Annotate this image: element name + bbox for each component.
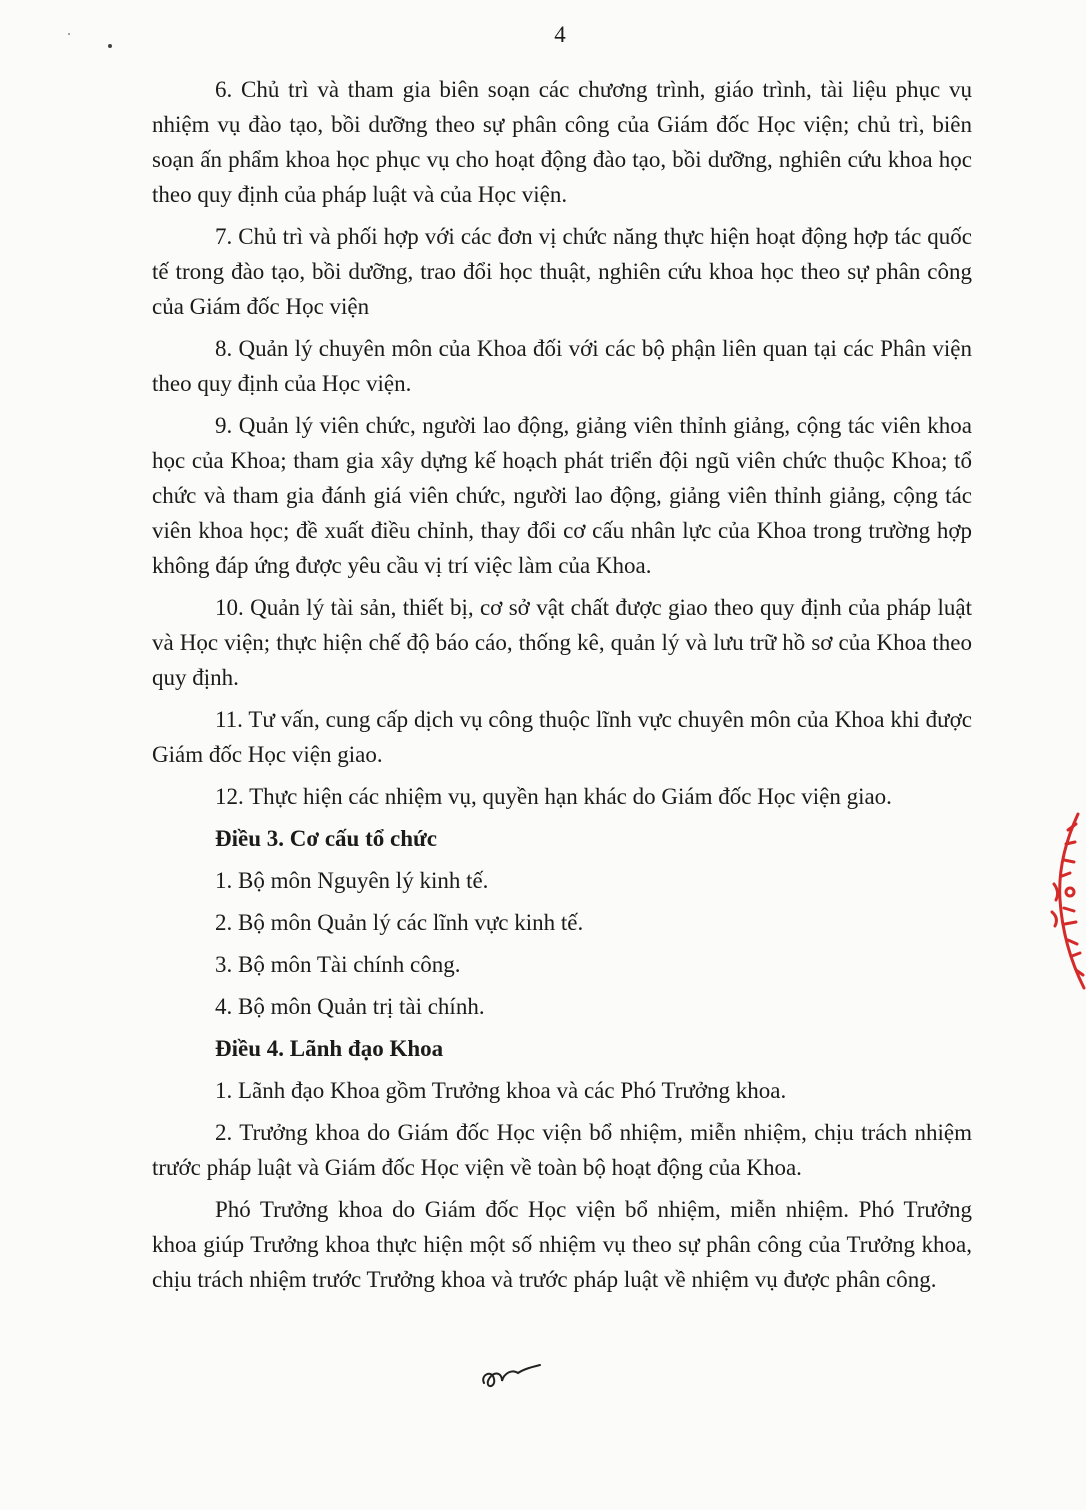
paragraph-7: 7. Chủ trì và phối hợp với các đơn vị chức năng thực hiện hoạt động hợp tác quốc tế trong đào tạo, bồi dưỡng, trao đổi học thuật, nghiên cứu khoa học theo sự phân công của Giám đốc Học viện <box>152 224 972 319</box>
article-3-item: 4. Bộ môn Quản trị tài chính. <box>215 994 485 1019</box>
article-3-item: 3. Bộ môn Tài chính công. <box>215 952 461 977</box>
document-body <box>152 72 972 1304</box>
paragraph-11: 11. Tư vấn, cung cấp dịch vụ công thuộc lĩnh vực chuyên môn của Khoa khi được Giám đốc Học viện giao. <box>152 707 972 767</box>
article-4-paragraph: 1. Lãnh đạo Khoa gồm Trưởng khoa và các Phó Trưởng khoa. <box>215 1078 787 1103</box>
page-number: 4 <box>554 22 566 47</box>
paragraph-9: 9. Quản lý viên chức, người lao động, giảng viên thỉnh giảng, cộng tác viên khoa học của Khoa; tham gia xây dựng kế hoạch phát triển đội ngũ viên chức thuộc Khoa; tổ chức và tham gia đánh giá viên chức, người lao động, giảng viên thỉnh giảng, cộng tác viên khoa học; đề xuất điều chỉnh, thay đổi cơ cấu nhân lực của Khoa trong trường hợp không đáp ứng được yêu cầu vị trí việc làm của Khoa. <box>152 413 972 578</box>
red-seal-stamp-icon <box>1040 800 1086 1000</box>
article-4-paragraph: Phó Trưởng khoa do Giám đốc Học viện bổ nhiệm, miễn nhiệm. Phó Trưởng khoa giúp Trưởng khoa thực hiện một số nhiệm vụ theo sự phân công của Trưởng khoa, chịu trách nhiệm trước Trưởng khoa và trước pháp luật về nhiệm vụ được phân công. <box>152 1197 972 1292</box>
paragraph-12: 12. Thực hiện các nhiệm vụ, quyền hạn khác do Giám đốc Học viện giao. <box>215 784 892 809</box>
article-4-paragraph: 2. Trưởng khoa do Giám đốc Học viện bổ nhiệm, miễn nhiệm, chịu trách nhiệm trước pháp luật và Giám đốc Học viện về toàn bộ hoạt động của Khoa. <box>152 1120 972 1180</box>
paragraph-8: 8. Quản lý chuyên môn của Khoa đối với các bộ phận liên quan tại các Phân viện theo quy định của Học viện. <box>152 336 972 396</box>
article-3-heading: Điều 3. Cơ cấu tổ chức <box>215 826 438 851</box>
article-4-heading: Điều 4. Lãnh đạo Khoa <box>215 1036 444 1061</box>
paragraph-6: 6. Chủ trì và tham gia biên soạn các chương trình, giáo trình, tài liệu phục vụ nhiệm vụ đào tạo, bồi dưỡng theo sự phân công của Giám đốc Học viện; chủ trì, biên soạn ấn phẩm khoa học phục vụ cho hoạt động đào tạo, bồi dưỡng, nghiên cứu khoa học theo quy định của pháp luật và của Học viện. <box>152 77 972 207</box>
paragraph-10: 10. Quản lý tài sản, thiết bị, cơ sở vật chất được giao theo quy định của pháp luật và Học viện; thực hiện chế độ báo cáo, thống kê, quản lý và lưu trữ hồ sơ của Khoa theo quy định. <box>152 595 972 690</box>
article-3-item: 1. Bộ môn Nguyên lý kinh tế. <box>215 868 489 893</box>
article-3-item: 2. Bộ môn Quản lý các lĩnh vực kinh tế. <box>215 910 584 935</box>
signature-initials-icon <box>478 1357 542 1393</box>
